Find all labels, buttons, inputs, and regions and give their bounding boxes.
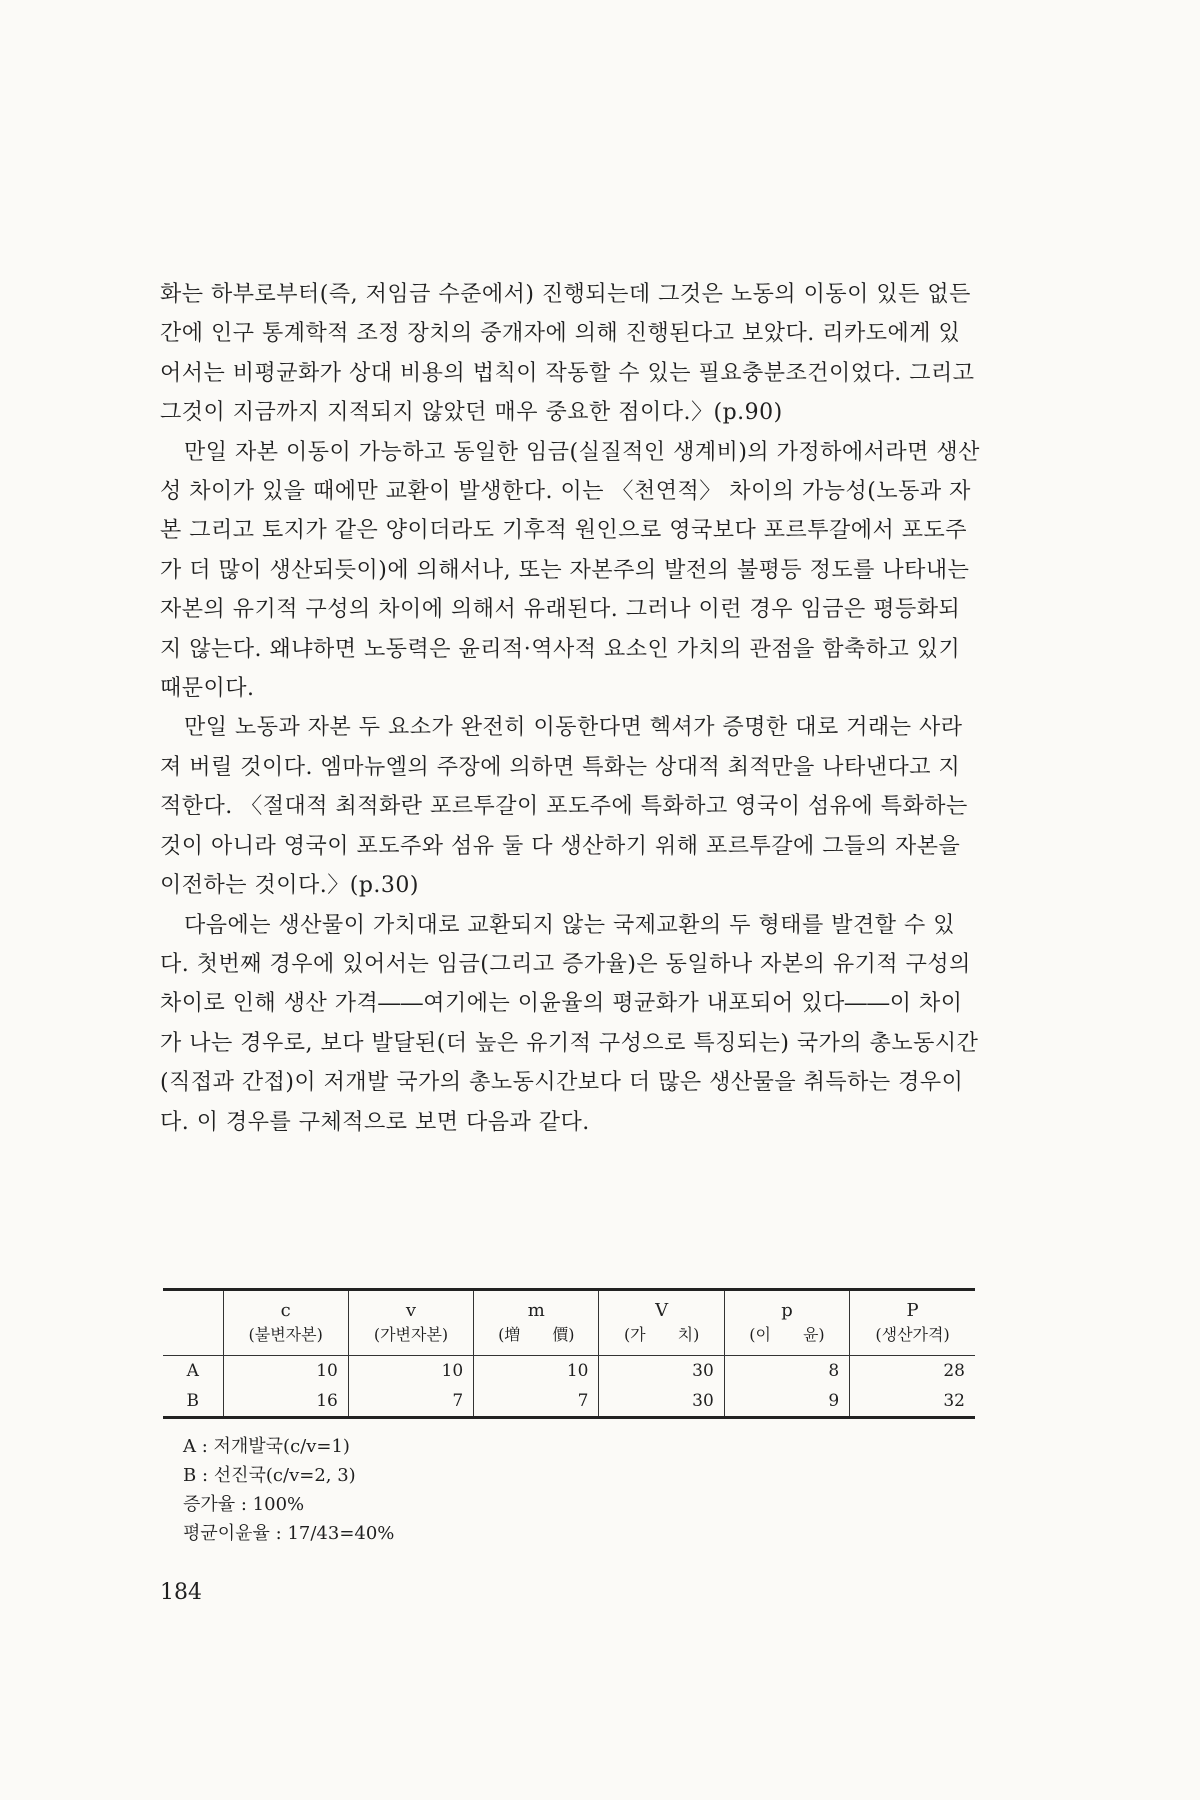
- row-label: B: [163, 1386, 223, 1418]
- column-header: V (가 치): [599, 1290, 724, 1356]
- column-header: m (増 價): [474, 1290, 599, 1356]
- note-line: B : 선진국(c/v=2, 3): [183, 1465, 356, 1486]
- note-line: A : 저개발국(c/v=1): [183, 1436, 350, 1457]
- table-cell: 10: [348, 1356, 473, 1387]
- paragraph: 화는 하부로부터(즉, 저임금 수준에서) 진행되는데 그것은 노동의 이동이 있든 없든간에 인구 통계학적 조정 장치의 중개자에 의해 진행된다고 보았다. 리카도에게 있어서는 비평균화가 상대 비용의 법칙이 작동할 수 있는 필요충분조건이었다. 그리고 그것이 지금까지 지적되지 않았던 매우 중요한 점이다.〉(p.90): [160, 282, 975, 426]
- paragraph: 만일 노동과 자본 두 요소가 완전히 이동한다면 헥셔가 증명한 대로 거래는 사라져 버릴 것이다. 엠마뉴엘의 주장에 의하면 특화는 상대적 최적만을 나타낸다고 지적한다. 〈절대적 최적화란 포르투갈이 포도주에 특화하고 영국이 섬유에 특화하는 것이 아니라 영국이 포도주와 섬유 둘 다 생산하기 위해 포르투갈에 그들의 자본을 이전하는 것이다.〉(p.30): [160, 715, 968, 899]
- table-cell: 16: [223, 1386, 348, 1418]
- table-row: [163, 1386, 975, 1418]
- value-table: [163, 1288, 975, 1419]
- row-label: A: [163, 1356, 223, 1387]
- column-header: p (이 윤): [724, 1290, 849, 1356]
- table-cell: 30: [599, 1386, 724, 1418]
- table-cell: 32: [943, 1391, 965, 1411]
- table-cell: 7: [348, 1386, 473, 1418]
- table-cell: 9: [724, 1386, 849, 1418]
- note-line: 평균이윤율 : 17/43=40%: [183, 1523, 395, 1544]
- table-cell: 7: [474, 1386, 599, 1418]
- table-notes: [183, 1432, 394, 1548]
- table-cell: 10: [223, 1356, 348, 1387]
- column-header: v (가변자본): [348, 1290, 473, 1356]
- table-row: [163, 1356, 975, 1387]
- page-number: 184: [160, 1580, 202, 1605]
- table-cell: 10: [474, 1356, 599, 1387]
- table-cell: 8: [724, 1356, 849, 1387]
- table-cell: 28: [943, 1361, 965, 1381]
- paragraph: 다음에는 생산물이 가치대로 교환되지 않는 국제교환의 두 형태를 발견할 수 있다. 첫번째 경우에 있어서는 임금(그리고 증가율)은 동일하나 자본의 유기적 구성의 차이로 인해 생산 가격――여기에는 이윤율의 평균화가 내포되어 있다――이 차이가 나는 경우로, 보다 발달된(더 높은 유기적 구성으로 특징되는) 국가의 총노동시간(직접과 간접)이 저개발 국가의 총노동시간보다 더 많은 생산물을 취득하는 경우이다. 이 경우를 구체적으로 보면 다음과 같다.: [160, 912, 979, 1135]
- body-text: [160, 275, 980, 1142]
- table-cell: 30: [599, 1356, 724, 1387]
- paragraph: 만일 자본 이동이 가능하고 동일한 임금(실질적인 생계비)의 가정하에서라면 생산성 차이가 있을 때에만 교환이 발생한다. 이는 〈천연적〉 차이의 가능성(노동과 자본 그리고 토지가 같은 양이더라도 기후적 원인으로 영국보다 포르투갈에서 포도주가 더 많이 생산되듯이)에 의해서나, 또는 자본주의 발전의 불평등 정도를 나타내는 자본의 유기적 구성의 차이에 의해서 유래된다. 그러나 이런 경우 임금은 평등화되지 않는다. 왜냐하면 노동력은 윤리적·역사적 요소인 가치의 관점을 함축하고 있기 때문이다.: [160, 439, 980, 702]
- note-line: 증가율 : 100%: [183, 1494, 305, 1515]
- column-header: c (불변자본): [223, 1290, 348, 1356]
- column-header: P (생산가격): [850, 1290, 975, 1356]
- corner-cell: [163, 1290, 223, 1356]
- table-header-row: [163, 1290, 975, 1356]
